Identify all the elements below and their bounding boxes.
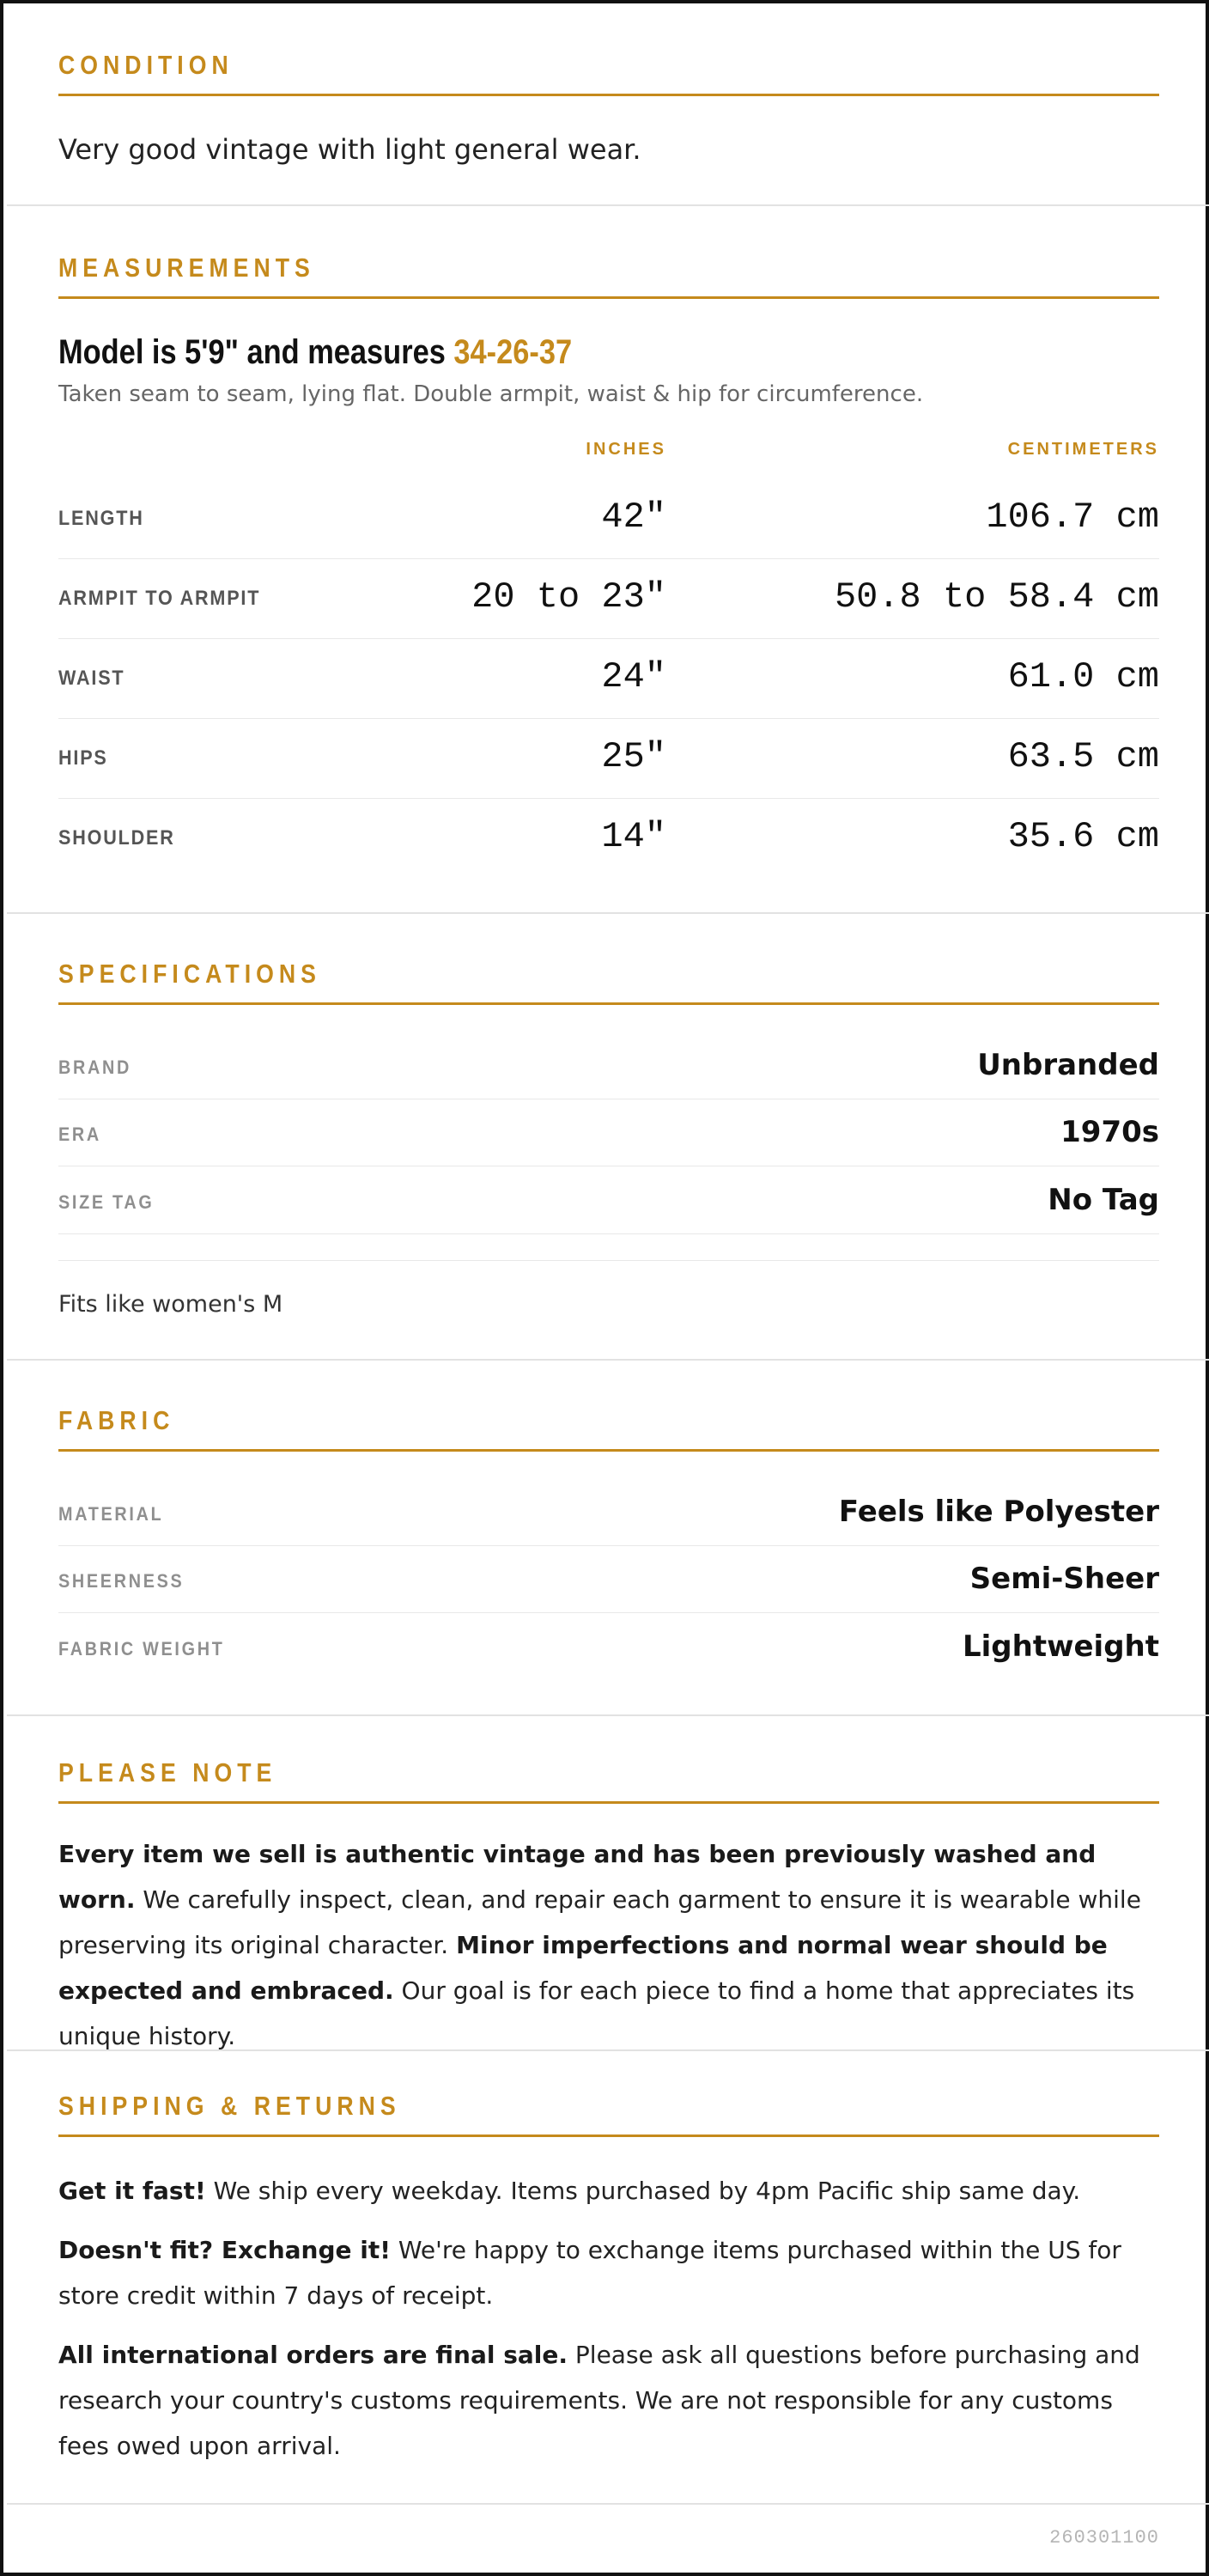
measurement-label: HIPS	[58, 746, 108, 770]
measurement-cm: 50.8 to 58.4 cm	[834, 576, 1159, 618]
shipping-heading-text: SHIPPING & RETURNS	[58, 2091, 401, 2121]
measurement-inches: 25"	[601, 736, 666, 777]
note-text-2: Our goal is for each piece to find a home that appreciates its unique history.	[58, 1976, 1135, 2050]
note-bold-2: Minor imperfections and normal wear should be expected and embraced.	[58, 1931, 1108, 2005]
measurement-inches: 42"	[601, 496, 666, 538]
fabric-label: FABRIC WEIGHT	[58, 1638, 225, 1659]
note-text-1: We carefully inspect, clean, and repair each garment to ensure it is wearable while preserving its original character.	[58, 1885, 1141, 1959]
fabric-heading-text: FABRIC	[58, 1405, 175, 1435]
measurement-label: SHOULDER	[58, 826, 175, 850]
shipping-text-3: Please ask all questions before purchasing and research your country's customs requirements. We are not responsible for any customs fees owed upon arrival.	[58, 2341, 1140, 2460]
spec-value: No Tag	[1048, 1183, 1159, 1217]
row-divider	[58, 798, 1159, 799]
specifications-heading	[58, 959, 1159, 1005]
shipping-paragraph-3	[58, 2332, 1159, 2469]
measurement-inches: 24"	[601, 656, 666, 697]
shipping-text-1: We ship every weekday. Items purchased by 4pm Pacific ship same day.	[205, 2177, 1081, 2205]
shipping-paragraph-1	[58, 2168, 1159, 2214]
fabric-heading	[58, 1405, 1159, 1452]
spec-label: BRAND	[58, 1057, 132, 1078]
measurement-label: WAIST	[58, 667, 125, 690]
spec-label: ERA	[58, 1124, 101, 1145]
fabric-label: MATERIAL	[58, 1503, 164, 1525]
measurements-heading	[58, 253, 1159, 299]
please-note-heading-text: PLEASE NOTE	[58, 1757, 277, 1787]
inches-column-header: INCHES	[586, 440, 666, 459]
spec-value: 1970s	[1060, 1115, 1159, 1149]
row-divider	[58, 558, 1159, 559]
condition-heading-text: CONDITION	[58, 50, 234, 80]
shipping-section	[7, 2053, 1209, 2505]
measurement-inches: 20 to 23"	[471, 576, 666, 618]
fabric-section	[7, 1362, 1209, 1716]
measurement-label: LENGTH	[58, 507, 144, 530]
please-note-text	[58, 1831, 1159, 2059]
row-divider	[58, 1612, 1159, 1613]
measurement-label: ARMPIT TO ARMPIT	[58, 587, 261, 610]
shipping-bold-3: All international orders are final sale.	[58, 2341, 568, 2369]
spec-value: Unbranded	[977, 1048, 1159, 1082]
measurements-section	[7, 208, 1209, 914]
fabric-value: Lightweight	[962, 1629, 1159, 1664]
model-measure: 34-26-37	[453, 333, 573, 371]
fabric-label: SHEERNESS	[58, 1570, 185, 1592]
shipping-heading	[58, 2091, 1159, 2137]
row-divider	[58, 718, 1159, 719]
specifications-heading-text: SPECIFICATIONS	[58, 959, 321, 989]
measurement-inches: 14"	[601, 816, 666, 857]
please-note-heading	[58, 1757, 1159, 1804]
measurement-cm: 63.5 cm	[1007, 736, 1159, 777]
footer	[7, 2506, 1209, 2573]
measurement-cm: 35.6 cm	[1007, 816, 1159, 857]
please-note-section	[7, 1718, 1209, 2051]
spec-label: SIZE TAG	[58, 1191, 155, 1213]
measurements-note: Taken seam to seam, lying flat. Double armpit, waist & hip for circumference.	[58, 381, 924, 407]
row-divider	[58, 1233, 1159, 1234]
shipping-bold-2: Doesn't fit? Exchange it!	[58, 2236, 391, 2264]
model-line-prefix: Model is 5'9" and measures	[58, 333, 454, 371]
fabric-value: Semi-Sheer	[969, 1562, 1159, 1596]
fabric-value: Feels like Polyester	[838, 1495, 1159, 1529]
shipping-paragraph-2	[58, 2227, 1159, 2318]
shipping-text-2: We're happy to exchange items purchased within the US for store credit within 7 days of receipt.	[58, 2236, 1121, 2310]
condition-text: Very good vintage with light general wear.	[58, 133, 641, 166]
footer-code: 260301100	[1049, 2527, 1159, 2549]
row-divider	[58, 1545, 1159, 1546]
measurements-heading-text: MEASUREMENTS	[58, 253, 315, 283]
measurement-cm: 106.7 cm	[986, 496, 1159, 538]
measurement-cm: 61.0 cm	[1007, 656, 1159, 697]
condition-section	[7, 3, 1209, 206]
fit-note: Fits like women's M	[58, 1291, 283, 1318]
specifications-section	[7, 916, 1209, 1361]
fit-divider	[58, 1260, 1159, 1261]
shipping-bold-1: Get it fast!	[58, 2177, 206, 2205]
row-divider	[58, 638, 1159, 639]
note-bold-1: Every item we sell is authentic vintage and has been previously washed and worn.	[58, 1840, 1097, 1914]
model-line	[58, 333, 572, 372]
condition-heading	[58, 50, 1159, 96]
centimeters-column-header: CENTIMETERS	[1007, 440, 1159, 459]
